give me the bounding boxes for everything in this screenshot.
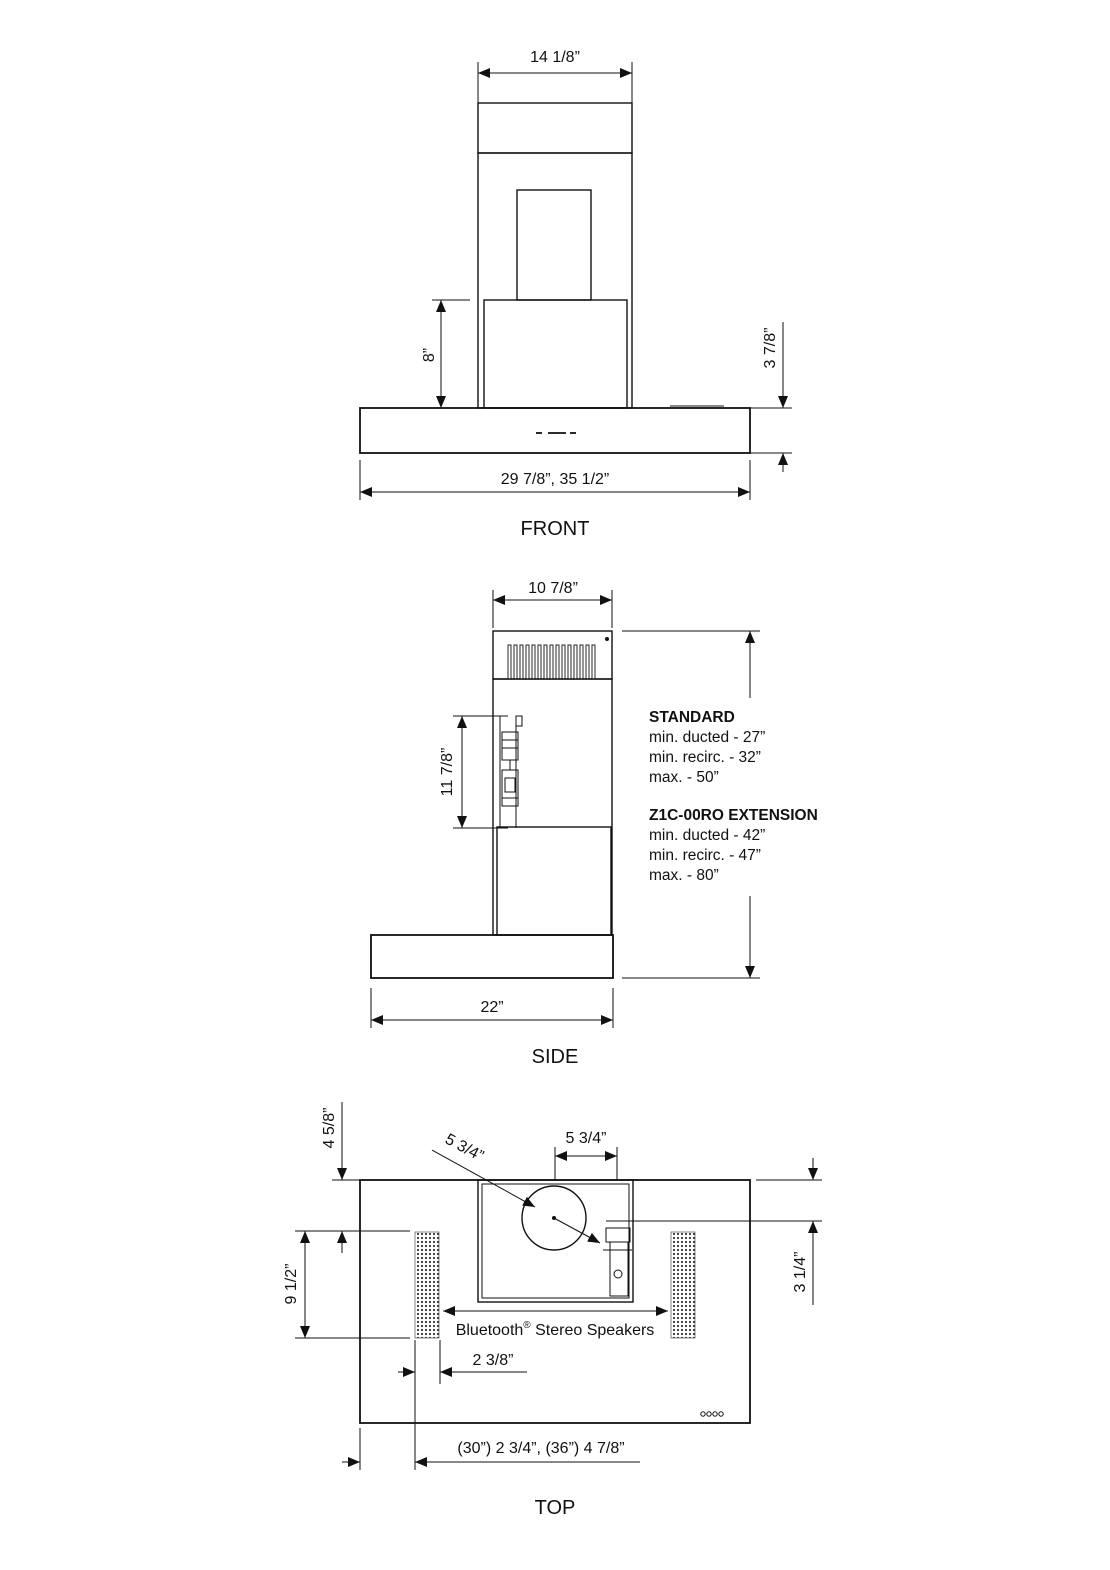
top-right-label: 3 1/4” (792, 1251, 809, 1293)
side-standard-line: min. recirc. - 32” (649, 749, 761, 766)
side-standard-line: max. - 50” (649, 769, 719, 786)
side-standard-line: min. ducted - 27” (649, 729, 766, 746)
top-bottom-label: (30”) 2 3/4”, (36”) 4 7/8” (457, 1440, 625, 1457)
side-motor-housing (497, 827, 611, 935)
top-duct-width-label: 5 3/4” (565, 1130, 607, 1147)
side-vent-slot (580, 645, 583, 679)
front-inner-duct (517, 190, 591, 300)
side-vent-slot (508, 645, 511, 679)
side-left-height-label: 11 7/8” (439, 747, 456, 797)
front-bottom-width-label: 29 7/8”, 35 1/2” (500, 471, 610, 488)
side-vent-slot (520, 645, 523, 679)
side-vent-slot (544, 645, 547, 679)
front-chimney-lower (478, 153, 632, 408)
front-view (360, 49, 792, 540)
side-vent-slot (526, 645, 529, 679)
side-bottom-width-label: 22” (480, 999, 504, 1016)
front-top-width-label: 14 1/8” (530, 49, 580, 66)
front-left-height-label: 8” (421, 347, 438, 363)
side-vent-slot (562, 645, 565, 679)
side-vent-slot (592, 645, 595, 679)
side-extension-line: min. ducted - 42” (649, 827, 766, 844)
front-view-title: FRONT (520, 518, 590, 540)
front-canopy (360, 408, 750, 453)
top-diagonal-label: 5 3/4” (442, 1130, 487, 1166)
side-canopy (371, 935, 613, 978)
side-extension-heading: Z1C-00RO EXTENSION (649, 807, 818, 824)
top-speaker-label: Bluetooth® Stereo Speakers (455, 1320, 655, 1339)
top-view-title: TOP (534, 1497, 576, 1519)
top-control-buttons (701, 1412, 723, 1416)
top-right-speaker-grille (671, 1232, 695, 1338)
side-vent-slot (514, 645, 517, 679)
side-vent-slot (586, 645, 589, 679)
side-vent-slot (556, 645, 559, 679)
side-extension-line: min. recirc. - 47” (649, 847, 761, 864)
top-speaker-width-label: 2 3/8” (472, 1352, 514, 1369)
side-vent-slot (568, 645, 571, 679)
side-vent-slot (574, 645, 577, 679)
front-chimney-upper (478, 103, 632, 153)
top-left-speaker-grille (415, 1232, 439, 1338)
side-vent-slot (550, 645, 553, 679)
side-view-title: SIDE (531, 1046, 579, 1068)
front-right-height-label: 3 7/8” (762, 327, 779, 369)
side-standard-heading: STANDARD (649, 709, 735, 726)
side-mounting-bracket (500, 716, 522, 828)
side-vent-slots (508, 645, 595, 679)
side-vent-slot (532, 645, 535, 679)
front-motor-housing (484, 300, 627, 408)
top-left-top-label: 4 5/8” (321, 1107, 338, 1149)
top-left-mid-label: 9 1/2” (283, 1263, 300, 1305)
top-view (283, 1102, 822, 1519)
top-control-module (603, 1228, 632, 1296)
side-chimney-lower (493, 679, 612, 935)
top-diagonal-dimension (432, 1150, 535, 1207)
side-top-width-label: 10 7/8” (528, 580, 578, 597)
side-screw (605, 637, 609, 641)
side-extension-line: max. - 80” (649, 867, 719, 884)
side-vent-slot (538, 645, 541, 679)
side-view (371, 580, 818, 1068)
